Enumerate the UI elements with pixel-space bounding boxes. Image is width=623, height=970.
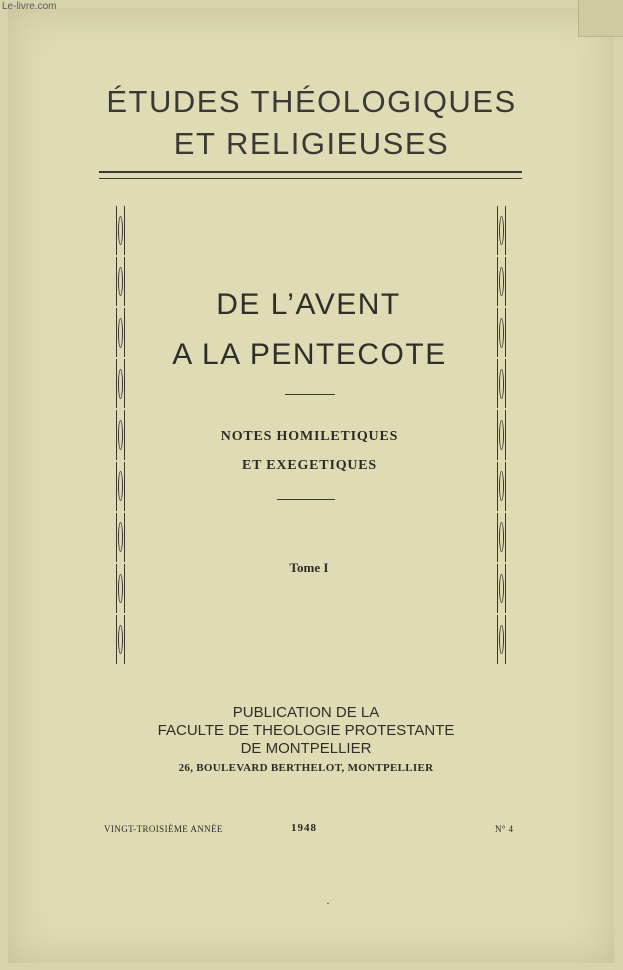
double-rule	[99, 171, 522, 179]
corner-fold	[578, 0, 623, 37]
subtitle-line2: ET EXEGETIQUES	[241, 458, 378, 473]
divider-upper	[285, 394, 335, 395]
subtitle-line1: NOTES HOMILETIQUES	[220, 429, 399, 444]
ink-speck: ·	[326, 896, 330, 910]
divider-lower	[277, 499, 335, 500]
watermark: Le-livre.com	[2, 1, 57, 12]
publisher-line2: FACULTE DE THEOLOGIE PROTESTANTE	[157, 722, 455, 739]
publisher-address: 26, BOULEVARD BERTHELOT, MONTPELLIER	[178, 762, 434, 774]
issue-number: N° 4	[495, 824, 514, 834]
volume-label: Tome I	[289, 560, 329, 575]
series-title-line1: ÉTUDES THÉOLOGIQUES	[106, 84, 517, 119]
series-title-line2: ET RELIGIEUSES	[173, 126, 450, 161]
publisher-line3: DE MONTPELLIER	[240, 740, 372, 757]
main-title-line1: DE L’AVENT	[216, 288, 401, 321]
publication-year: 1948	[291, 822, 317, 834]
edition-year-label: VINGT-TROISIÈME ANNÉE	[104, 824, 223, 834]
main-title-line2: A LA PENTECOTE	[172, 338, 447, 371]
publisher-line1: PUBLICATION DE LA	[232, 704, 380, 721]
